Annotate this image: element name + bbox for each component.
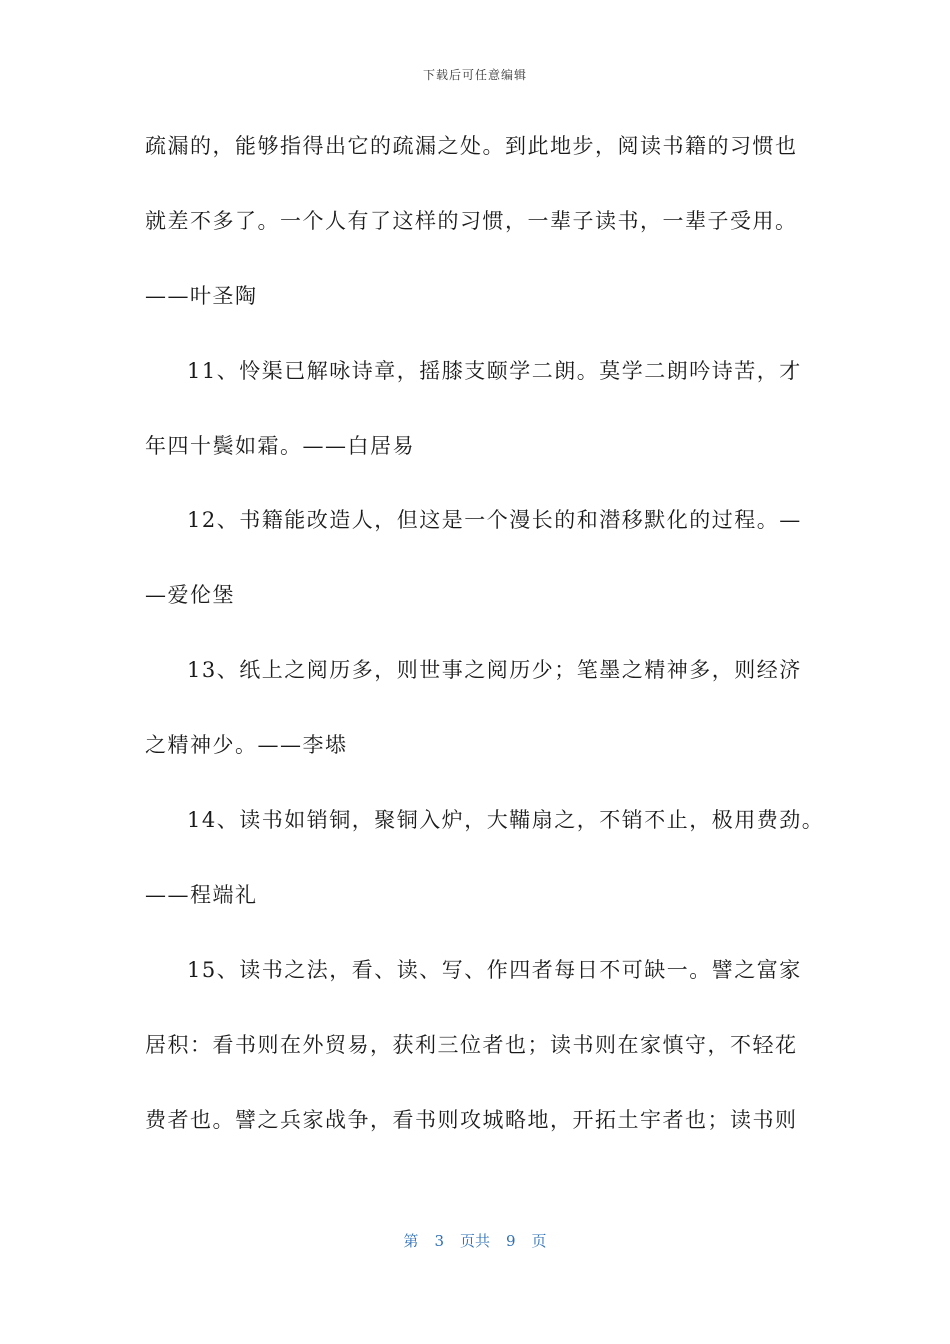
body-line: 12、书籍能改造人，但这是一个漫长的和潜移默化的过程。— <box>187 508 802 533</box>
total-pages-number: 9 <box>506 1232 516 1250</box>
body-line: ——程端礼 <box>145 882 258 907</box>
page-suffix: 页 <box>531 1232 547 1250</box>
page-footer <box>0 1230 950 1251</box>
body-line: 15、读书之法，看、读、写、作四者每日不可缺一。譬之富家 <box>187 957 802 982</box>
body-line: 疏漏的，能够指得出它的疏漏之处。到此地步，阅读书籍的习惯也 <box>145 134 798 158</box>
body-line: 年四十鬓如霜。——白居易 <box>145 433 415 458</box>
body-line: —爱伦堡 <box>145 583 235 608</box>
current-page-number: 3 <box>434 1232 444 1250</box>
body-line: ——叶圣陶 <box>145 283 258 308</box>
body-line: 11、怜渠已解咏诗章，摇膝支颐学二朗。莫学二朗吟诗苦，才 <box>187 358 802 383</box>
body-line: 之精神少。——李塨 <box>145 733 348 758</box>
body-line: 就差不多了。一个人有了这样的习惯，一辈子读书，一辈子受用。 <box>145 208 798 233</box>
body-line: 费者也。譬之兵家战争，看书则攻城略地，开拓土宇者也；读书则 <box>145 1107 798 1132</box>
page-middle: 页共 <box>459 1232 490 1250</box>
body-line: 居积：看书则在外贸易，获利三位者也；读书则在家慎守，不轻花 <box>145 1032 798 1057</box>
body-line: 13、纸上之阅历多，则世事之阅历少；笔墨之精神多，则经济 <box>187 658 802 683</box>
page-prefix: 第 <box>403 1232 419 1250</box>
page-header-note: 下载后可任意编辑 <box>422 68 527 82</box>
document-body <box>145 128 825 1176</box>
body-line: 14、读书如销铜，聚铜入炉，大鞴扇之，不销不止，极用费劲。 <box>187 808 825 833</box>
